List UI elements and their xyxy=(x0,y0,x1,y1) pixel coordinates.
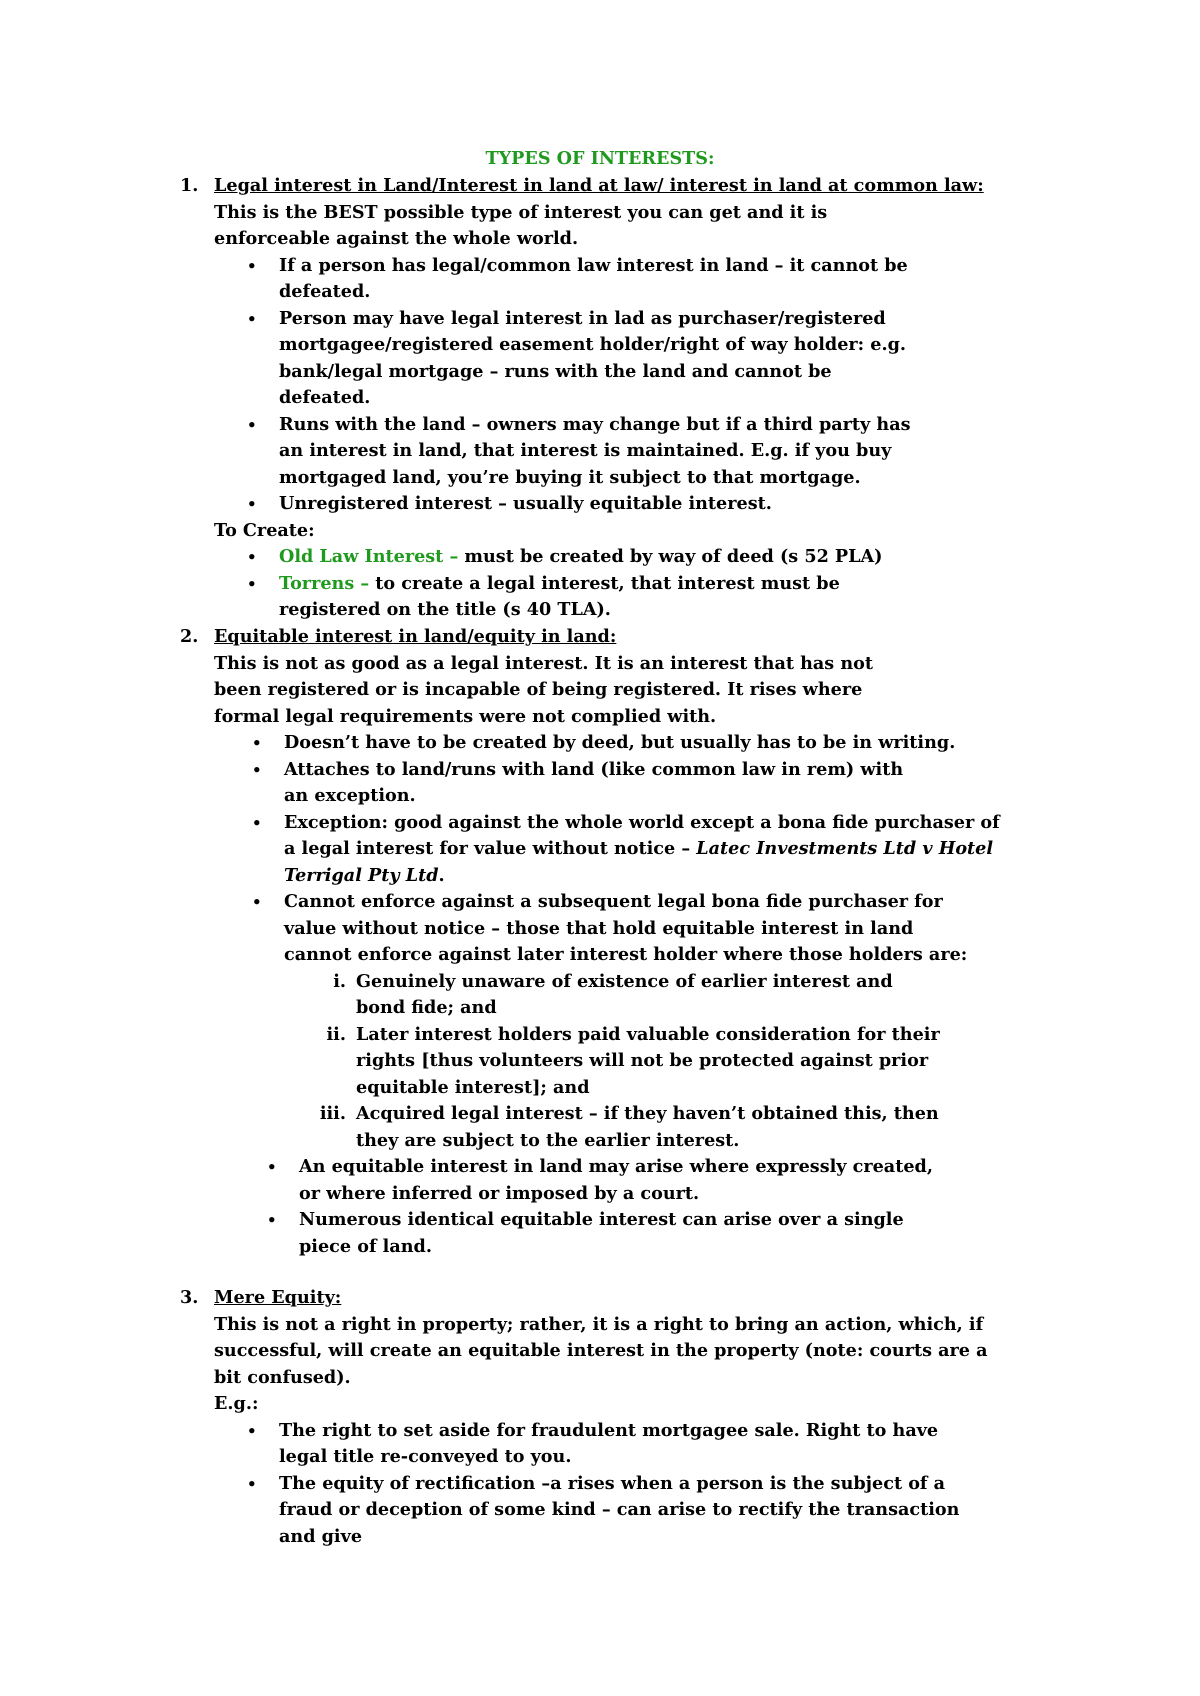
bullet-icon: • xyxy=(252,760,262,779)
bullet-icon: • xyxy=(267,1158,277,1176)
section-intro: This is the BEST possible type of interest you can get and it is enforceable against the whole world. xyxy=(214,201,828,249)
section-legal-interest xyxy=(180,173,1044,624)
bullet-icon: • xyxy=(252,813,262,832)
bullet-icon: • xyxy=(252,893,262,911)
list-item: • Runs with the land – owners may change but if a third party has an interest in land, that interest is maintained. E.g. if you buy mortgaged land, you’re buying it subject to that mortgage. xyxy=(247,413,911,488)
page-title: TYPES OF INTERESTS: xyxy=(485,148,715,169)
bullet-icon: • xyxy=(247,495,257,513)
section-number: 2. xyxy=(180,626,199,647)
create-label: To Create: xyxy=(214,519,315,541)
list-item: iii. Acquired legal interest – if they haven’t obtained this, then they are subject to the earlier interest. xyxy=(319,1103,939,1151)
bullet-icon: • xyxy=(247,548,257,566)
list-item: • Cannot enforce against a subsequent legal bona fide purchaser for value without notice – those that hold equitable interest in land cannot enforce against later interest holder where those holders are: xyxy=(252,891,968,965)
bullet-list xyxy=(247,253,919,518)
section-mere-equity xyxy=(180,1285,1044,1550)
list-item: • Numerous identical equitable interest can arise over a single piece of land. xyxy=(267,1209,904,1257)
bullet-icon: • xyxy=(267,1211,277,1229)
list-item: • Torrens – to create a legal interest, that interest must be registered on the title (s 40 TLA). xyxy=(247,572,840,620)
list-item: • Person may have legal interest in lad as purchaser/registered mortgagee/registered easement holder/right of way holder: e.g. bank/legal mortgage – runs with the land and cannot be defeated. xyxy=(247,307,907,408)
section-intro: This is not as good as a legal interest. It is an interest that has not been registered or is incapable of being registered. It rises where formal legal requirements were not complied with. xyxy=(214,652,873,727)
list-item: • Doesn’t have to be created by deed, but usually has to be in writing. xyxy=(284,730,1014,757)
section-heading: Legal interest in Land/Interest in land at law/ interest in land at common law: xyxy=(214,175,984,196)
create-list xyxy=(247,544,939,624)
list-item: ii. Later interest holders paid valuable consideration for their rights [thus volunteers will not be protected against prior equitable interest]; and xyxy=(326,1023,940,1098)
term-old-law: Old Law Interest – xyxy=(279,546,459,567)
bullet-icon: • xyxy=(247,1474,257,1493)
bullet-list-after xyxy=(267,1154,939,1260)
list-item: • An equitable interest in land may arise where expressly created, or where inferred or imposed by a court. xyxy=(267,1156,933,1204)
list-item: • If a person has legal/common law interest in land – it cannot be defeated. xyxy=(247,254,908,302)
list-item: • The right to set aside for fraudulent mortgagee sale. Right to have legal title re-conveyed to you. xyxy=(247,1419,939,1467)
bullet-icon: • xyxy=(247,256,257,275)
section-heading: Mere Equity: xyxy=(214,1287,342,1308)
term-torrens: Torrens – xyxy=(279,572,370,594)
section-intro: This is not a right in property; rather, it is a right to bring an action, which, if successful, will create an equitable interest in the property (note: courts are a bit confused). xyxy=(214,1313,988,1388)
section-equitable-interest xyxy=(180,624,1044,1260)
eg-label: E.g.: xyxy=(214,1393,259,1414)
bullet-icon: • xyxy=(252,734,262,752)
section-number: 3. xyxy=(180,1287,199,1308)
bullet-icon: • xyxy=(247,415,257,434)
list-item: • The equity of rectification –a rises when a person is the subject of a fraud or deception of some kind – can arise to rectify the transaction and give xyxy=(247,1472,960,1547)
roman-list xyxy=(284,969,944,1155)
bullet-list xyxy=(252,730,1014,1154)
bullet-icon: • xyxy=(247,574,257,593)
bullet-icon: • xyxy=(247,309,257,328)
list-item: i. Genuinely unaware of existence of earlier interest and bond fide; and xyxy=(333,970,893,1018)
list-item: • Old Law Interest – must be created by way of deed (s 52 PLA) xyxy=(279,544,939,571)
section-number: 1. xyxy=(180,175,199,196)
list-item: • Exception: good against the whole world except a bona fide purchaser of a legal interest for value without notice – Latec Investments Ltd v Hotel Terrigal Pty Ltd. xyxy=(252,811,1000,886)
list-item: • Unregistered interest – usually equitable interest. xyxy=(279,491,919,518)
case-citation: Latec Investments Ltd v Hotel Terrigal Pty Ltd xyxy=(284,838,994,886)
section-heading: Equitable interest in land/equity in land: xyxy=(214,626,617,647)
bullet-icon: • xyxy=(247,1421,257,1440)
bullet-list xyxy=(247,1418,979,1551)
list-item: • Attaches to land/runs with land (like common law in rem) with an exception. xyxy=(252,758,904,806)
